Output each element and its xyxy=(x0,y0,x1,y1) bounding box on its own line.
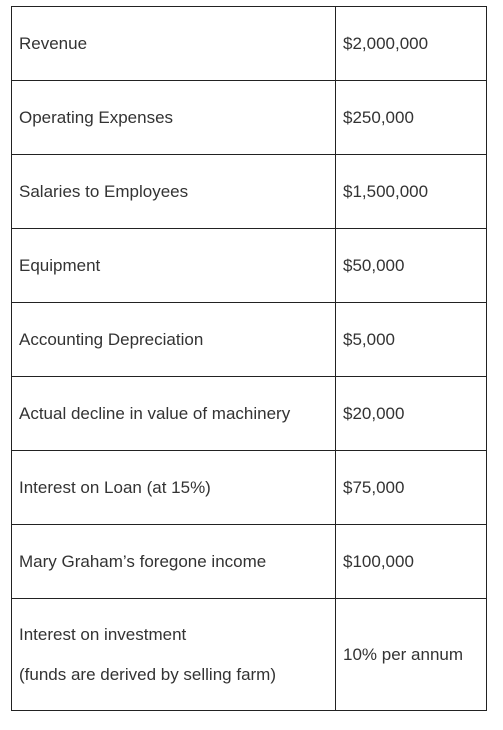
row-value: 10% per annum xyxy=(336,599,487,711)
table-row-investment-interest xyxy=(12,599,487,711)
row-label: Revenue xyxy=(12,7,336,81)
financial-table-container xyxy=(11,6,485,711)
row-label: Interest on Loan (at 15%) xyxy=(12,451,336,525)
row-value: $75,000 xyxy=(336,451,487,525)
row-label xyxy=(12,599,336,711)
table-row-loan-interest xyxy=(12,451,487,525)
row-label: Actual decline in value of machinery xyxy=(12,377,336,451)
row-value: $20,000 xyxy=(336,377,487,451)
row-value: $250,000 xyxy=(336,81,487,155)
row-label: Operating Expenses xyxy=(12,81,336,155)
row-label: Salaries to Employees xyxy=(12,155,336,229)
row-value: $1,500,000 xyxy=(336,155,487,229)
table-row-salaries xyxy=(12,155,487,229)
row-value: $100,000 xyxy=(336,525,487,599)
row-value: $5,000 xyxy=(336,303,487,377)
table-row-foregone-income xyxy=(12,525,487,599)
row-value: $50,000 xyxy=(336,229,487,303)
table-row-equipment xyxy=(12,229,487,303)
table-row-operating-expenses xyxy=(12,81,487,155)
row-label-line-1: Interest on investment xyxy=(19,624,187,644)
row-label: Mary Graham’s foregone income xyxy=(12,525,336,599)
row-label: Accounting Depreciation xyxy=(12,303,336,377)
table-row-machinery-decline xyxy=(12,377,487,451)
row-value: $2,000,000 xyxy=(336,7,487,81)
table-row-revenue xyxy=(12,7,487,81)
table-row-accounting-depreciation xyxy=(12,303,487,377)
row-label: Equipment xyxy=(12,229,336,303)
row-label-line-2: (funds are derived by selling farm) xyxy=(19,664,277,684)
financial-table xyxy=(11,6,487,711)
